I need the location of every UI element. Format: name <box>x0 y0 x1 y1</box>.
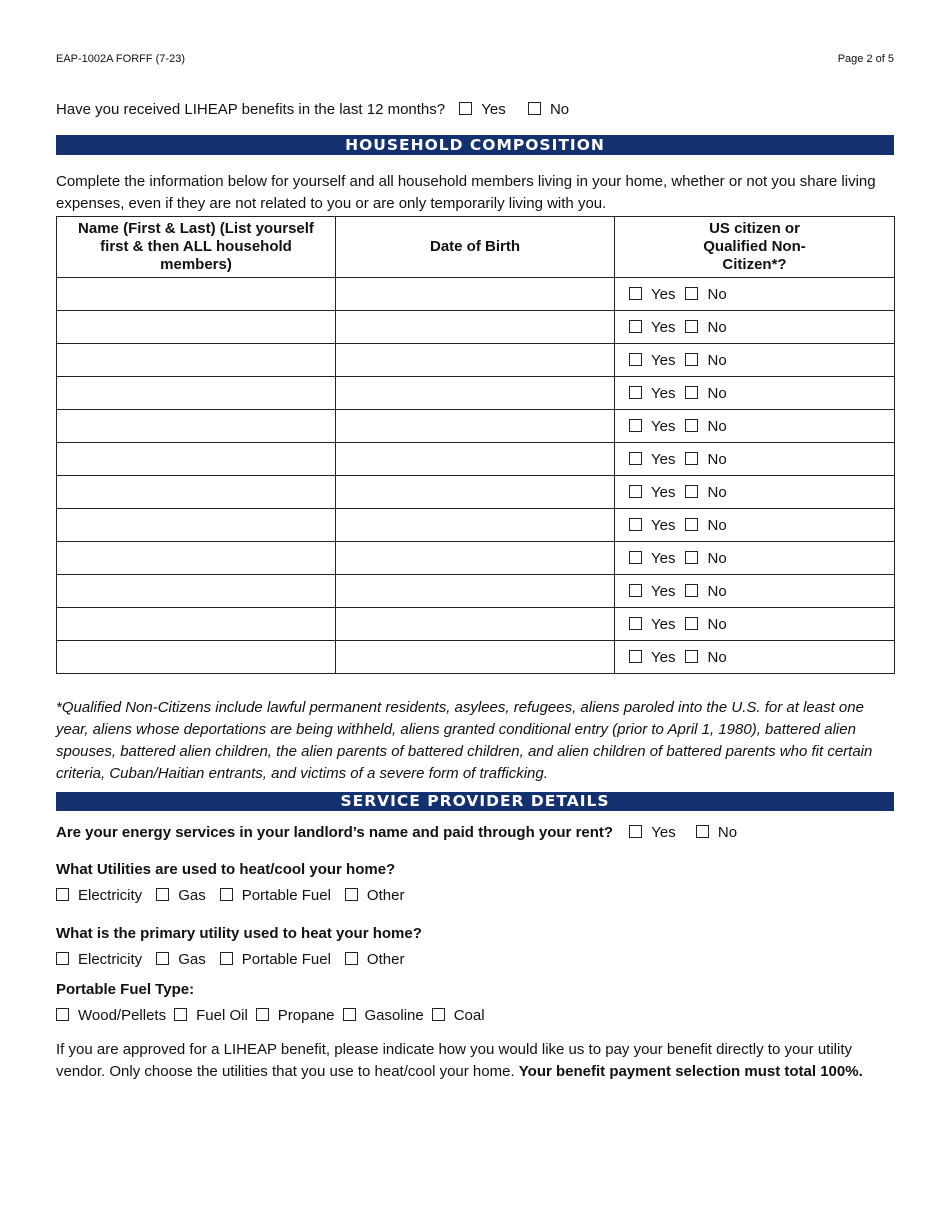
gasoline-label: Gasoline <box>364 1007 424 1024</box>
table-row <box>57 377 895 410</box>
liheap-question-text: Have you received LIHEAP benefits in the last 12 months? <box>56 101 446 118</box>
option-gas <box>156 887 206 904</box>
citizen-yes-label: Yes <box>651 615 676 633</box>
citizen-no-label: No <box>707 615 727 633</box>
option-wood-pellets <box>56 1007 166 1024</box>
citizen-no-label: No <box>707 648 727 666</box>
table-row <box>57 410 895 443</box>
utilities-options <box>56 887 418 904</box>
citizen-yes-checkbox[interactable] <box>629 584 642 597</box>
member-dob-cell[interactable] <box>336 641 615 674</box>
citizen-no-checkbox[interactable] <box>685 353 698 366</box>
column-header-dob: Date of Birth <box>336 217 615 278</box>
citizen-yes-label: Yes <box>651 483 676 501</box>
option-portable-fuel <box>220 887 331 904</box>
citizen-yes-label: Yes <box>651 384 676 402</box>
propane-label: Propane <box>277 1007 335 1024</box>
other-checkbox[interactable] <box>345 888 358 901</box>
member-name-cell[interactable] <box>57 542 336 575</box>
citizen-cell <box>615 476 895 509</box>
gas-label: Gas <box>178 951 206 968</box>
citizen-yes-checkbox[interactable] <box>629 617 642 630</box>
member-dob-cell[interactable] <box>336 476 615 509</box>
citizen-no-label: No <box>707 384 727 402</box>
citizen-no-checkbox[interactable] <box>685 287 698 300</box>
option-electricity <box>56 951 142 968</box>
column-header-citizen: US citizen or Qualified Non-Citizen*? <box>615 217 895 278</box>
citizen-no-checkbox[interactable] <box>685 551 698 564</box>
household-intro: Complete the information below for yourself and all household members living in your home, whether or not you share living expenses, even if they are not related to you or are only temporarily living with you. <box>56 173 876 212</box>
liheap-no-label: No <box>549 101 570 118</box>
member-name-cell[interactable] <box>57 509 336 542</box>
table-row <box>57 542 895 575</box>
member-name-cell[interactable] <box>57 344 336 377</box>
option-other <box>345 887 405 904</box>
payment-instructions-text: If you are approved for a LIHEAP benefit, please indicate how you would like us to pay your benefit directly to your utility vendor. Only choose the utilities that you use to heat/cool your home. <box>56 1041 853 1080</box>
citizen-yes-label: Yes <box>651 450 676 468</box>
member-dob-cell[interactable] <box>336 542 615 575</box>
primary-utility-question: What is the primary utility used to heat your home? <box>56 925 422 942</box>
citizen-yes-checkbox[interactable] <box>629 452 642 465</box>
citizen-cell <box>615 608 895 641</box>
coal-label: Coal <box>453 1007 485 1024</box>
option-electricity <box>56 887 142 904</box>
citizen-no-checkbox[interactable] <box>685 452 698 465</box>
citizen-no-label: No <box>707 483 727 501</box>
landlord-question <box>56 824 751 841</box>
citizen-cell <box>615 278 895 311</box>
citizen-cell <box>615 641 895 674</box>
fuel-oil-checkbox[interactable] <box>174 1008 187 1021</box>
table-row <box>57 311 895 344</box>
service-provider-header: SERVICE PROVIDER DETAILS <box>56 792 894 811</box>
member-dob-cell[interactable] <box>336 509 615 542</box>
electricity-label: Electricity <box>78 887 143 904</box>
citizen-yes-label: Yes <box>651 285 676 303</box>
table-row <box>57 278 895 311</box>
household-composition-header: HOUSEHOLD COMPOSITION <box>56 135 894 155</box>
table-row <box>57 476 895 509</box>
member-dob-cell[interactable] <box>336 410 615 443</box>
landlord-no-label: No <box>717 824 738 841</box>
page-number: Page 2 of 5 <box>837 53 894 65</box>
liheap-no-checkbox[interactable] <box>528 102 541 115</box>
portable-fuel-options <box>56 1007 493 1024</box>
option-fuel-oil <box>174 1007 248 1024</box>
table-row <box>57 641 895 674</box>
member-dob-cell[interactable] <box>336 575 615 608</box>
portable-fuel-checkbox[interactable] <box>220 888 233 901</box>
citizen-yes-checkbox[interactable] <box>629 386 642 399</box>
member-name-cell[interactable] <box>57 278 336 311</box>
payment-instructions <box>56 1039 896 1083</box>
electricity-checkbox[interactable] <box>56 952 69 965</box>
citizen-no-label: No <box>707 417 727 435</box>
member-dob-cell[interactable] <box>336 377 615 410</box>
other-label: Other <box>366 951 405 968</box>
citizen-no-checkbox[interactable] <box>685 650 698 663</box>
member-dob-cell[interactable] <box>336 443 615 476</box>
option-gas <box>156 951 206 968</box>
portable-fuel-label: Portable Fuel <box>241 887 331 904</box>
landlord-question-text: Are your energy services in your landlord’s name and paid through your rent? <box>56 824 614 841</box>
liheap-yes-label: Yes <box>481 101 506 118</box>
column-header-name: Name (First & Last) (List yourself first & then ALL household members) <box>57 217 336 278</box>
citizen-no-label: No <box>707 318 727 336</box>
citizen-yes-checkbox[interactable] <box>629 518 642 531</box>
citizen-no-checkbox[interactable] <box>685 518 698 531</box>
citizen-yes-label: Yes <box>651 648 676 666</box>
payment-total-requirement: Your benefit payment selection must total 100%. <box>518 1063 863 1080</box>
form-id: EAP-1002A FORFF (7-23) <box>56 53 185 65</box>
option-other <box>345 951 405 968</box>
citizen-yes-label: Yes <box>651 318 676 336</box>
citizen-cell <box>615 377 895 410</box>
citizen-yes-checkbox[interactable] <box>629 419 642 432</box>
wood-pellets-label: Wood/Pellets <box>78 1007 167 1024</box>
other-checkbox[interactable] <box>345 952 358 965</box>
landlord-no-checkbox[interactable] <box>696 825 709 838</box>
citizen-cell <box>615 575 895 608</box>
citizen-cell <box>615 509 895 542</box>
landlord-yes-checkbox[interactable] <box>629 825 642 838</box>
citizen-no-checkbox[interactable] <box>685 320 698 333</box>
citizen-yes-label: Yes <box>651 351 676 369</box>
citizen-yes-checkbox[interactable] <box>629 650 642 663</box>
liheap-question <box>56 101 583 118</box>
other-label: Other <box>366 887 405 904</box>
gas-checkbox[interactable] <box>156 888 169 901</box>
member-name-cell[interactable] <box>57 608 336 641</box>
citizen-yes-checkbox[interactable] <box>629 353 642 366</box>
member-name-cell[interactable] <box>57 443 336 476</box>
option-coal <box>432 1007 485 1024</box>
citizen-yes-checkbox[interactable] <box>629 320 642 333</box>
gasoline-checkbox[interactable] <box>343 1008 356 1021</box>
citizen-yes-label: Yes <box>651 417 676 435</box>
primary-utility-options <box>56 951 418 968</box>
fuel-oil-label: Fuel Oil <box>196 1007 248 1024</box>
member-name-cell[interactable] <box>57 476 336 509</box>
coal-checkbox[interactable] <box>432 1008 445 1021</box>
citizen-no-checkbox[interactable] <box>685 485 698 498</box>
option-portable-fuel <box>220 951 331 968</box>
liheap-yes-checkbox[interactable] <box>459 102 472 115</box>
citizen-cell <box>615 410 895 443</box>
table-row <box>57 509 895 542</box>
member-dob-cell[interactable] <box>336 278 615 311</box>
citizen-cell <box>615 311 895 344</box>
citizen-cell <box>615 344 895 377</box>
table-row <box>57 575 895 608</box>
household-table <box>56 216 895 674</box>
citizen-no-checkbox[interactable] <box>685 386 698 399</box>
option-gasoline <box>343 1007 424 1024</box>
member-name-cell[interactable] <box>57 641 336 674</box>
utilities-question: What Utilities are used to heat/cool your home? <box>56 861 396 878</box>
member-dob-cell[interactable] <box>336 608 615 641</box>
citizen-no-label: No <box>707 582 727 600</box>
propane-checkbox[interactable] <box>256 1008 269 1021</box>
portable-fuel-label: Portable Fuel <box>241 951 331 968</box>
wood-pellets-checkbox[interactable] <box>56 1008 69 1021</box>
portable-fuel-question: Portable Fuel Type: <box>56 981 195 998</box>
member-name-cell[interactable] <box>57 410 336 443</box>
citizen-no-checkbox[interactable] <box>685 419 698 432</box>
citizen-yes-checkbox[interactable] <box>629 485 642 498</box>
gas-label: Gas <box>178 887 206 904</box>
citizen-yes-label: Yes <box>651 516 676 534</box>
citizen-yes-checkbox[interactable] <box>629 287 642 300</box>
electricity-label: Electricity <box>78 951 143 968</box>
citizen-yes-label: Yes <box>651 582 676 600</box>
citizen-no-label: No <box>707 450 727 468</box>
qualified-noncitizen-footnote: *Qualified Non-Citizens include lawful permanent residents, asylees, refugees, aliens paroled into the U.S. for at least one year, aliens whose deportations are being withheld, aliens granted conditional entry (prior to April 1, 1980), battered alien spouses, battered alien children, the alien parents of battered children, and alien children of battered parents who fit certain criteria, Cuban/Haitian entrants, and victims of a severe form of trafficking. <box>56 699 873 782</box>
citizen-no-label: No <box>707 351 727 369</box>
citizen-yes-checkbox[interactable] <box>629 551 642 564</box>
citizen-yes-label: Yes <box>651 549 676 567</box>
citizen-no-label: No <box>707 549 727 567</box>
citizen-cell <box>615 443 895 476</box>
table-row <box>57 443 895 476</box>
citizen-no-label: No <box>707 285 727 303</box>
citizen-no-label: No <box>707 516 727 534</box>
member-dob-cell[interactable] <box>336 344 615 377</box>
member-name-cell[interactable] <box>57 377 336 410</box>
citizen-no-checkbox[interactable] <box>685 584 698 597</box>
table-row <box>57 344 895 377</box>
table-row <box>57 608 895 641</box>
citizen-cell <box>615 542 895 575</box>
landlord-yes-label: Yes <box>651 824 676 841</box>
member-name-cell[interactable] <box>57 575 336 608</box>
gas-checkbox[interactable] <box>156 952 169 965</box>
portable-fuel-checkbox[interactable] <box>220 952 233 965</box>
option-propane <box>256 1007 335 1024</box>
electricity-checkbox[interactable] <box>56 888 69 901</box>
member-name-cell[interactable] <box>57 311 336 344</box>
member-dob-cell[interactable] <box>336 311 615 344</box>
citizen-no-checkbox[interactable] <box>685 617 698 630</box>
